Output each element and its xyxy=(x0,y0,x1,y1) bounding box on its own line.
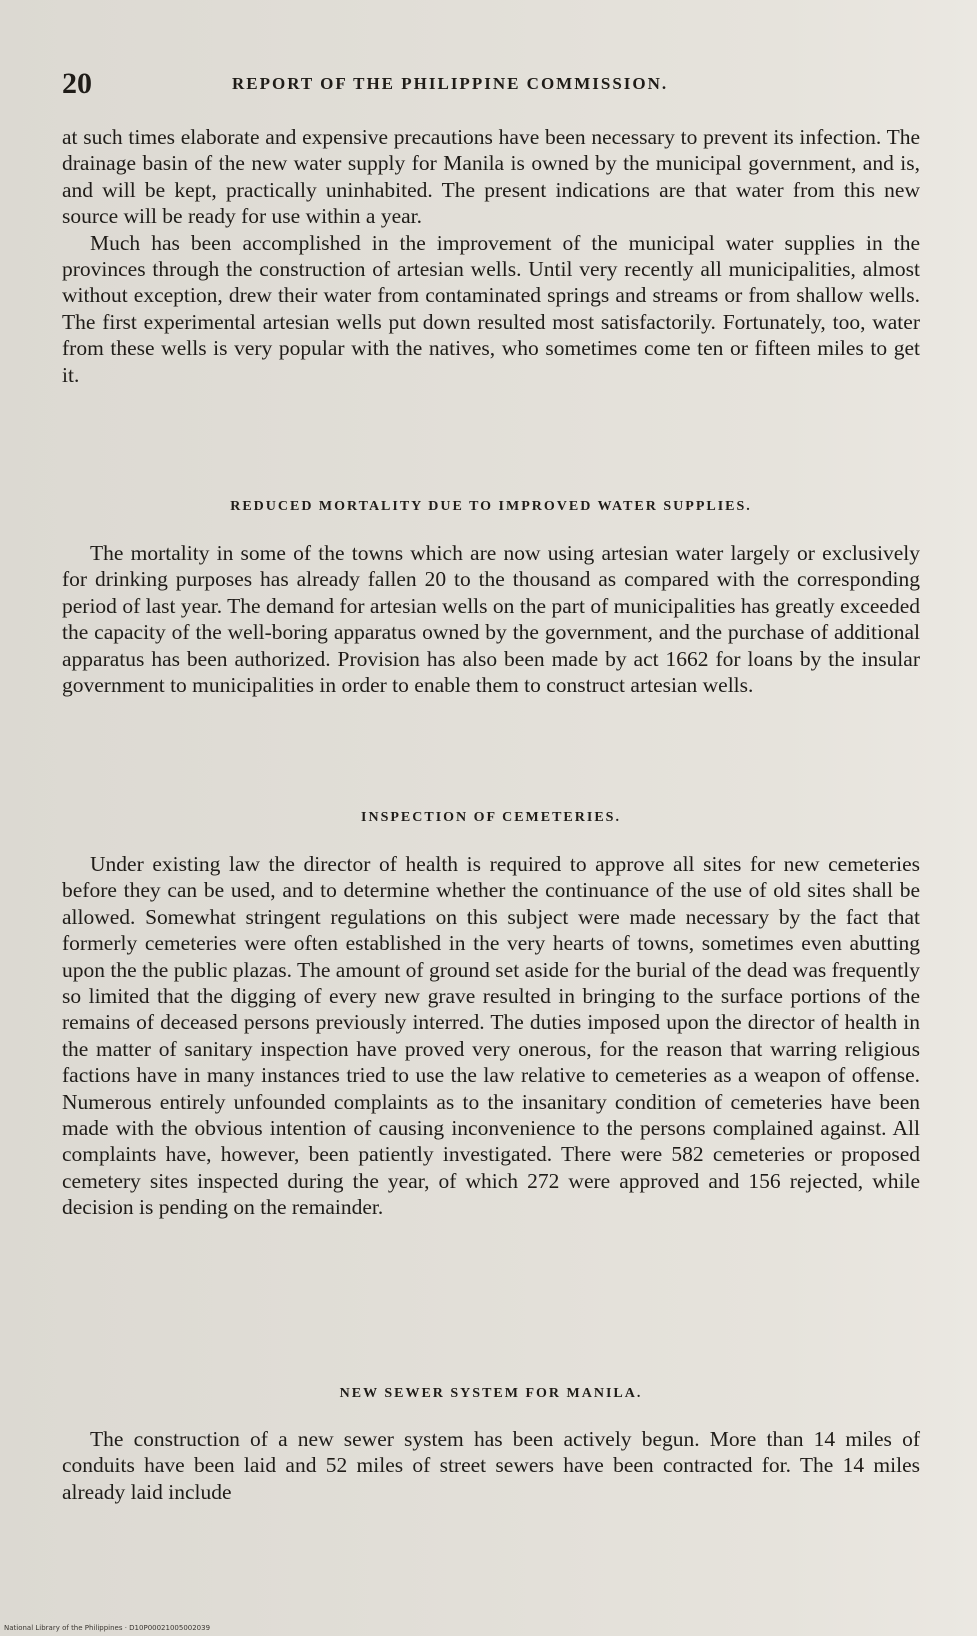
reduced-mortality-text-block xyxy=(62,540,920,698)
page-header xyxy=(62,66,922,102)
section-heading-reduced-mortality: REDUCED MORTALITY DUE TO IMPROVED WATER SUPPLIES. xyxy=(230,499,752,514)
opening-text-block xyxy=(62,124,920,388)
paragraph-cemeteries: Under existing law the director of health is required to approve all sites for new cemeteries before they can be used, and to determine whether the continuance of the use of old sites shall be allowed. Somewhat stringent regulations on this subject were made necessary by the fact that formerly cemeteries were often established in the very hearts of towns, sometimes even abutting upon the the public plazas. The amount of ground set aside for the burial of the dead was frequently so limited that the digging of every new grave resulted in bringing to the surface portions of the remains of deceased persons previously interred. The duties imposed upon the director of health in the matter of sanitary inspection have proved very onerous, for the reason that warring religious factions have in many instances tried to use the law relative to cemeteries as a weapon of offense. Numerous entirely unfounded complaints as to the insanitary condition of cemeteries have been made with the obvious intention of causing inconvenience to the persons complained against. All complaints have, however, been patiently investigated. There were 582 cemeteries or proposed cemetery sites inspected during the year, of which 272 were approved and 156 rejected, while decision is pending on the remainder. xyxy=(62,852,920,1220)
archive-footer: National Library of the Philippines · D10P00021005002039 xyxy=(4,1624,211,1632)
section-heading-cemeteries: INSPECTION OF CEMETERIES. xyxy=(361,810,621,825)
paragraph-reduced-mortality: The mortality in some of the towns which are now using artesian water largely or exclusively for drinking purposes has already fallen 20 to the thousand as compared with the corresponding period of last year. The demand for artesian wells on the part of municipalities has greatly exceeded the capacity of the well-boring apparatus owned by the government, and the purchase of additional apparatus has been authorized. Provision has also been made by act 1662 for loans by the insular government to municipalities in order to enable them to construct artesian wells. xyxy=(62,541,920,698)
paragraph-artesian-wells: Much has been accomplished in the improvement of the municipal water supplies in the provinces through the construction of artesian wells. Until very recently all municipalities, almost without exception, drew their water from contaminated springs and streams or from shallow wells. The first experimental artesian wells put down resulted most satisfactorily. Fortunately, too, water from these wells is very popular with the natives, who sometimes come ten or fifteen miles to get it. xyxy=(62,230,920,387)
sewer-system-text-block xyxy=(62,1426,920,1505)
paragraph-water-supply-manila: at such times elaborate and expensive precautions have been necessary to prevent its infection. The drainage basin of the new water supply for Manila is owned by the municipal government, and is, and will be kept, practically uninhabited. The present indications are that water from this new source will be ready for use within a year. xyxy=(62,125,920,229)
running-head: REPORT OF THE PHILIPPINE COMMISSION. xyxy=(232,74,669,93)
cemeteries-text-block xyxy=(62,851,920,1221)
section-heading-sewer-system: NEW SEWER SYSTEM FOR MANILA. xyxy=(339,1386,643,1401)
paragraph-sewer-system: The construction of a new sewer system has been actively begun. More than 14 miles of conduits have been laid and 52 miles of street sewers have been contracted for. The 14 miles already laid include xyxy=(62,1427,920,1504)
page-number: 20 xyxy=(62,67,92,100)
